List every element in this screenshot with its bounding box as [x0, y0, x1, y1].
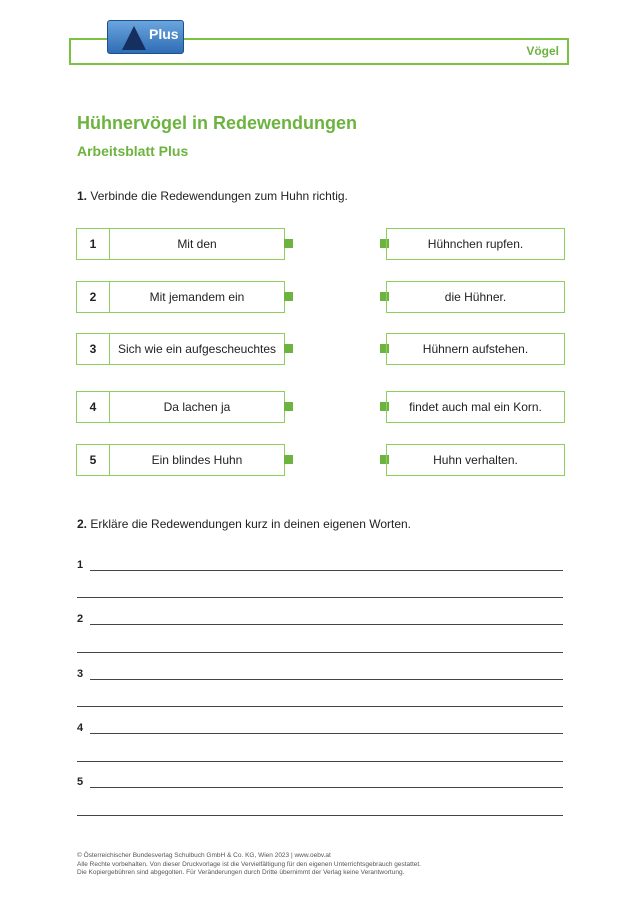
answer-number: 2	[77, 613, 84, 625]
answer-line[interactable]	[77, 652, 563, 653]
footer-line: © Österreichischer Bundesverlag Schulbuch GmbH & Co. KG, Wien 2023 | www.oebv.at	[77, 852, 331, 859]
page-title: Hühnervögel in Redewendungen	[77, 113, 358, 133]
answer-line[interactable]	[77, 597, 563, 598]
connector-dot-left[interactable]	[284, 344, 293, 353]
left-phrase-text: Mit den	[177, 237, 217, 251]
task-1-number: 1.	[77, 189, 88, 203]
left-phrase-number: 3	[77, 334, 110, 364]
left-phrase-text: Da lachen ja	[163, 400, 231, 414]
matching-row	[76, 228, 565, 260]
right-phrase-box: Hühnchen rupfen.	[386, 228, 565, 260]
left-phrase-number: 1	[77, 229, 110, 259]
answer-number: 3	[77, 668, 84, 680]
matching-row	[76, 391, 565, 423]
answer-number: 1	[77, 559, 84, 571]
logo-text: Plus	[149, 26, 179, 42]
answer-line[interactable]	[90, 624, 563, 625]
connector-dot-left[interactable]	[284, 239, 293, 248]
answer-line[interactable]	[90, 679, 563, 680]
left-phrase-number: 5	[77, 445, 110, 475]
left-phrase-box	[76, 444, 285, 476]
connector-dot-left[interactable]	[284, 292, 293, 301]
right-phrase-box: Hühnern aufstehen.	[386, 333, 565, 365]
answer-number: 4	[77, 722, 84, 734]
answer-number: 5	[77, 776, 84, 788]
right-phrase-box: Huhn verhalten.	[386, 444, 565, 476]
left-phrase-box	[76, 228, 285, 260]
task-2-number: 2.	[77, 517, 88, 531]
left-phrase-box	[76, 281, 285, 313]
left-phrase-box	[76, 333, 285, 365]
connector-dot-left[interactable]	[284, 402, 293, 411]
matching-row	[76, 333, 565, 365]
left-phrase-text: Mit jemandem ein	[149, 290, 245, 304]
answer-line[interactable]	[90, 570, 563, 571]
footer-line: Alle Rechte vorbehalten. Von dieser Druckvorlage ist die Vervielfältigung für den eigenen Unterrichtsgebrauch gestattet.	[77, 860, 421, 868]
right-phrase-box: findet auch mal ein Korn.	[386, 391, 565, 423]
task-1-text: Verbinde die Redewendungen zum Huhn richtig.	[90, 189, 348, 203]
answer-line[interactable]	[77, 815, 563, 816]
page-subtitle: Arbeitsblatt Plus	[77, 143, 189, 159]
footer-line: Die Kopiergebühren sind abgegolten. Für Veränderungen durch Dritte übernimmt der Verlag keine Verantwortung.	[77, 869, 405, 876]
left-phrase-text: Sich wie ein aufgescheuchtes	[117, 342, 277, 356]
right-phrase-box: die Hühner.	[386, 281, 565, 313]
task-1-instruction	[77, 189, 348, 203]
topic-label: Vögel	[526, 44, 559, 58]
answer-line[interactable]	[90, 787, 563, 788]
answer-line[interactable]	[77, 761, 563, 762]
answer-line[interactable]	[90, 733, 563, 734]
plus-logo	[107, 20, 184, 54]
connector-dot-left[interactable]	[284, 455, 293, 464]
left-phrase-number: 2	[77, 282, 110, 312]
matching-row	[76, 444, 565, 476]
matching-row	[76, 281, 565, 313]
triangle-logo-icon	[122, 26, 146, 50]
left-phrase-text: Ein blindes Huhn	[151, 453, 243, 467]
answer-line[interactable]	[77, 706, 563, 707]
task-2-instruction	[77, 517, 411, 531]
left-phrase-number: 4	[77, 392, 110, 422]
footer-copyright	[77, 852, 421, 878]
task-2-text: Erkläre die Redewendungen kurz in deinen eigenen Worten.	[90, 517, 412, 531]
left-phrase-box	[76, 391, 285, 423]
